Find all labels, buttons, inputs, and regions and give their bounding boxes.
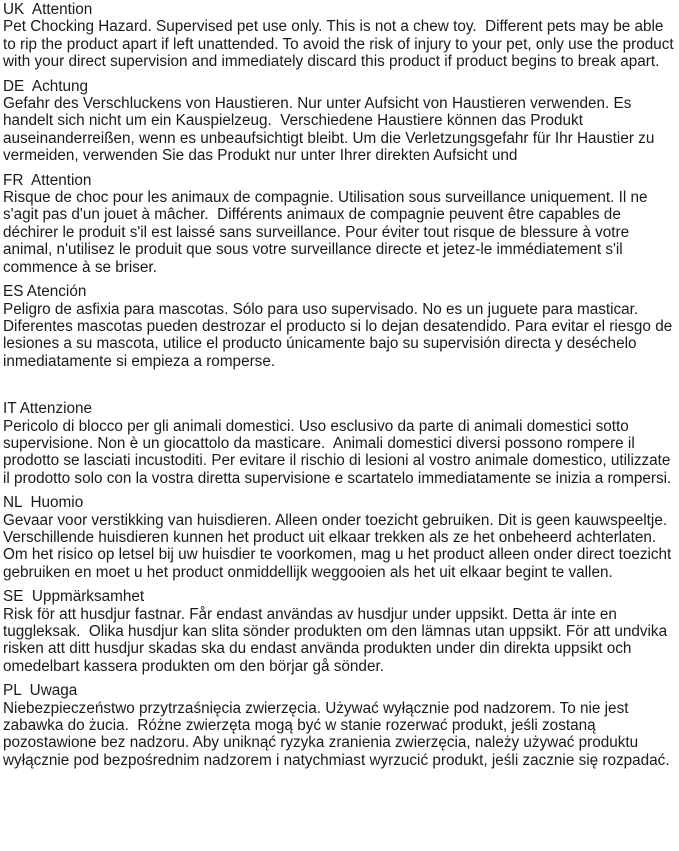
- section-heading-se: SE Uppmärksamhet: [3, 588, 145, 606]
- section-heading-fr: FR Attention: [3, 171, 92, 189]
- warning-section-nl: [3, 494, 676, 581]
- section-heading-pl: PL Uwaga: [3, 682, 78, 700]
- section-body-uk: Pet Chocking Hazard. Supervised pet use only. This is not a chew toy. Different pets may be able to rip the product apart if left unattended. To avoid the risk of injury to your pet, only use the product with your direct supervision and immediately discard this product if product begins to break apart.: [3, 18, 678, 71]
- section-heading-de: DE Achtung: [3, 77, 89, 95]
- warning-section-es: [3, 283, 676, 370]
- section-heading-it: IT Attenzione: [3, 400, 93, 418]
- warning-section-uk: [3, 1, 676, 71]
- section-body-es: Peligro de asfixia para mascotas. Sólo para uso supervisado. No es un juguete para masticar. Diferentes mascotas pueden destrozar el producto si lo dejan desatendido. Para evitar el riesgo de lesiones a su mascota, utilice el producto únicamente bajo su supervisión directa y deséchelo inmediatamente si empieza a romperse.: [3, 300, 677, 370]
- warning-section-pl: [3, 682, 676, 769]
- section-body-de: Gefahr des Verschluckens von Haustieren. Nur unter Aufsicht von Haustieren verwenden. Es handelt sich nicht um ein Kauspielzeug. Verschiedene Haustiere können das Produkt auseinanderreißen, wenn es unbeaufsichtigt bleibt. Um die Verletzungsgefahr für Ihr Haustier zu vermeiden, verwenden Sie das Produkt nur unter Ihrer direkten Aufsicht und: [3, 95, 659, 165]
- section-heading-es: ES Atención: [3, 283, 87, 301]
- section-body-pl: Niebezpieczeństwo przytrzaśnięcia zwierzęcia. Używać wyłącznie pod nadzorem. To nie jest zabawka do żucia. Różne zwierzęta mogą być w stanie rozerwać produkt, jeśli zostaną pozostawione bez nadzoru. Aby uniknąć ryzyka zranienia zwierzęcia, należy używać produktu wyłącznie pod bezpośrednim nadzorem i natychmiast wyrzucić produkt, jeśli zacznie się rozpadać.: [3, 699, 670, 769]
- warning-section-se: [3, 588, 676, 675]
- warning-section-fr: [3, 172, 676, 276]
- section-body-it: Pericolo di blocco per gli animali domestici. Uso esclusivo da parte di animali domestici sotto supervisione. Non è un giocattolo da masticare. Animali domestici diversi possono rompere il prodotto se lasciati incustoditi. Per evitare il rischio di lesioni al vostro animale domestico, utilizzate il prodotto solo con la vostra diretta supervisione e scartatelo immediatamente se inizia a rompersi.: [3, 417, 675, 487]
- section-body-nl: Gevaar voor verstikking van huisdieren. Alleen onder toezicht gebruiken. Dit is geen kauwspeeltje. Verschillende huisdieren kunnen het product uit elkaar trekken als ze het onbeheerd achterlaten. Om het risico op letsel bij uw huisdier te voorkomen, mag u het product alleen onder direct toezicht gebruiken en moet u het product onmiddellijk weggooien als het uit elkaar begint te vallen.: [3, 511, 676, 581]
- section-body-fr: Risque de choc pour les animaux de compagnie. Utilisation sous surveillance uniquement. Il ne s'agit pas d'un jouet à mâcher. Différents animaux de compagnie peuvent être capables de déchirer le produit s'il est laissé sans surveillance. Pour éviter tout risque de blessure à votre animal, n'utilisez le produit que sous votre surveillance directe et jetez-le immédiatement s'il commence à se briser.: [3, 189, 652, 276]
- section-heading-uk: UK Attention: [3, 1, 93, 18]
- warning-section-it: [3, 400, 676, 487]
- section-body-se: Risk för att husdjur fastnar. Får endast användas av husdjur under uppsikt. Detta är inte en tuggleksak. Olika husdjur kan slita sönder produkten om den lämnas utan uppsikt. För att undvika risken att ditt husdjur skadas ska du endast använda produkten under din direkta uppsikt och omedelbart kassera produkten om den börjar gå sönder.: [3, 605, 672, 675]
- warning-section-de: [3, 78, 676, 165]
- section-heading-nl: NL Huomio: [3, 494, 84, 512]
